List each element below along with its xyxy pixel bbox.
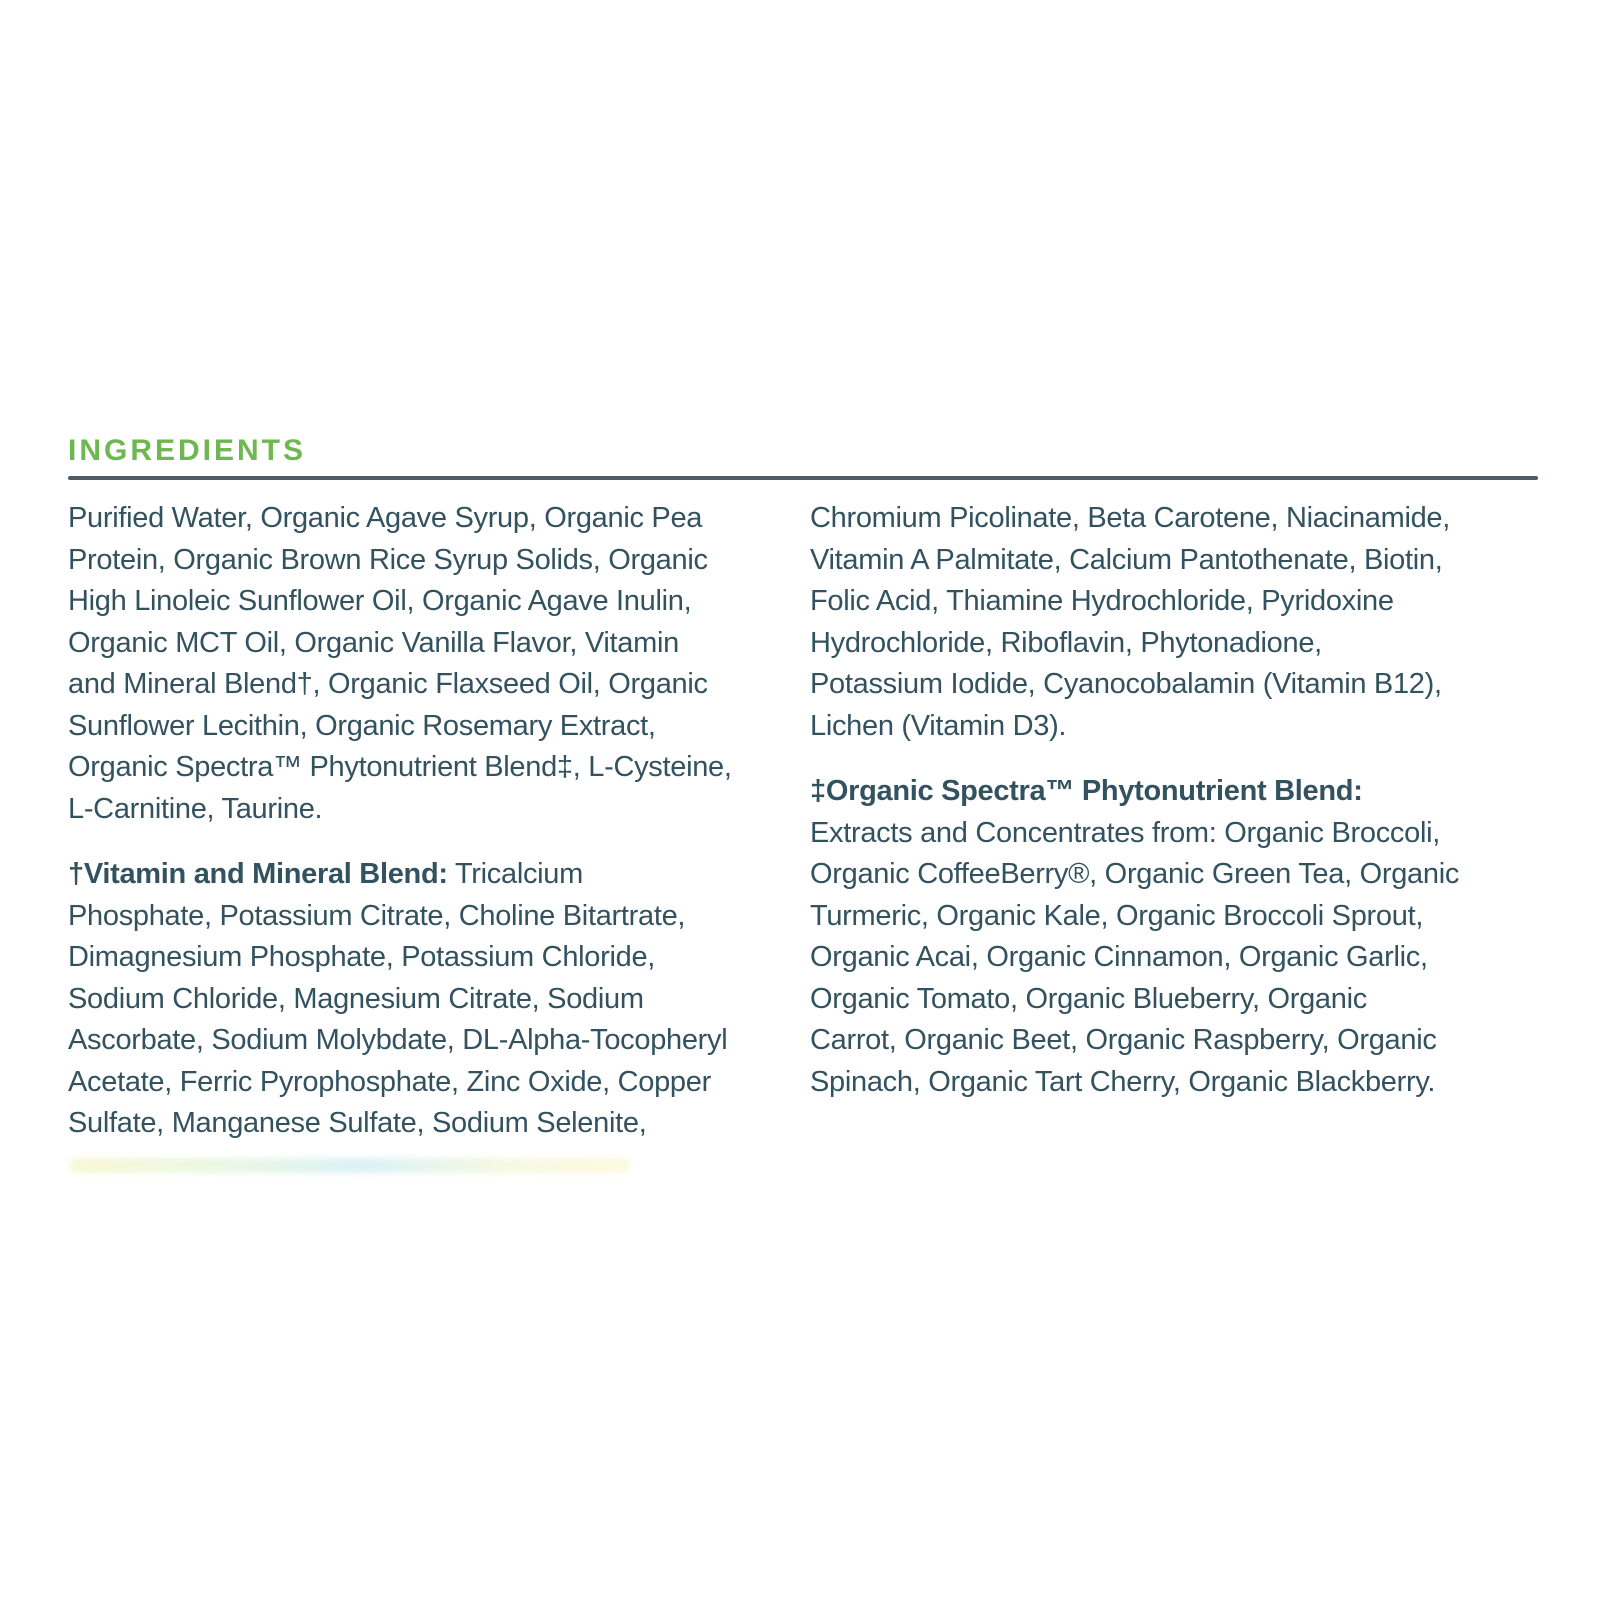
- ingredients-column-right: [810, 498, 1550, 1127]
- text-line: Turmeric, Organic Kale, Organic Broccoli Sprout,: [810, 899, 1424, 932]
- blend-name-bold: †Vitamin and Mineral Blend:: [68, 858, 448, 890]
- text-line: Organic MCT Oil, Organic Vanilla Flavor, Vitamin: [68, 626, 679, 659]
- text-line: Chromium Picolinate, Beta Carotene, Niacinamide,: [810, 502, 1451, 534]
- text-line: Sunflower Lecithin, Organic Rosemary Extract,: [68, 709, 656, 742]
- text-line: and Mineral Blend†, Organic Flaxseed Oil, Organic: [68, 668, 708, 700]
- text-line: High Linoleic Sunflower Oil, Organic Agave Inulin,: [68, 585, 692, 617]
- ingredient-paragraph: [68, 854, 783, 1145]
- text-line: Organic CoffeeBerry®, Organic Green Tea, Organic: [810, 858, 1460, 890]
- text-line: Purified Water, Organic Agave Syrup, Organic Pea: [68, 502, 703, 534]
- text-line: Spinach, Organic Tart Cherry, Organic Blackberry.: [810, 1065, 1436, 1098]
- text-line: Sulfate, Manganese Sulfate, Sodium Selenite,: [68, 1107, 647, 1139]
- text-line: [810, 771, 1550, 813]
- ingredient-paragraph: [810, 771, 1550, 1103]
- text-line: Dimagnesium Phosphate, Potassium Chloride,: [68, 941, 656, 973]
- header-divider-rule: [68, 476, 1538, 480]
- text-line: †Vitamin and Mineral Blend: Tricalcium: [68, 858, 583, 890]
- text-line: Potassium Iodide, Cyanocobalamin (Vitamin B12),: [810, 668, 1442, 700]
- page-title: INGREDIENTS: [68, 434, 307, 467]
- text-line: Carrot, Organic Beet, Organic Raspberry, Organic: [810, 1024, 1437, 1056]
- text-line: Organic Spectra™ Phytonutrient Blend‡, L-Cysteine,: [68, 751, 732, 783]
- text-line: Acetate, Ferric Pyrophosphate, Zinc Oxide, Copper: [68, 1065, 711, 1098]
- text-line: Organic Acai, Organic Cinnamon, Organic Garlic,: [810, 941, 1428, 973]
- ingredients-column-left: [68, 498, 783, 1169]
- text-line: Folic Acid, Thiamine Hydrochloride, Pyridoxine: [810, 585, 1394, 617]
- text-line: L-Carnitine, Taurine.: [68, 792, 323, 825]
- label-header: [68, 436, 1538, 480]
- text-line: Sodium Chloride, Magnesium Citrate, Sodium: [68, 982, 644, 1015]
- text-line: Organic Tomato, Organic Blueberry, Organic: [810, 982, 1367, 1015]
- text-line: Vitamin A Palmitate, Calcium Pantothenate, Biotin,: [810, 543, 1443, 576]
- text-line: Ascorbate, Sodium Molybdate, DL-Alpha-Tocopheryl: [68, 1024, 728, 1056]
- text-line: Extracts and Concentrates from: Organic Broccoli,: [810, 816, 1440, 849]
- text-line: Lichen (Vitamin D3).: [810, 709, 1067, 742]
- blend-name-bold: ‡Organic Spectra™ Phytonutrient Blend:: [810, 775, 1363, 807]
- text-line: Protein, Organic Brown Rice Syrup Solids, Organic: [68, 543, 708, 576]
- text-line: Phosphate, Potassium Citrate, Choline Bitartrate,: [68, 899, 686, 932]
- ingredient-paragraph: [68, 498, 783, 830]
- ingredient-paragraph: [810, 498, 1550, 747]
- text-line: Hydrochloride, Riboflavin, Phytonadione,: [810, 626, 1322, 659]
- faded-print-artifact: [70, 1158, 630, 1173]
